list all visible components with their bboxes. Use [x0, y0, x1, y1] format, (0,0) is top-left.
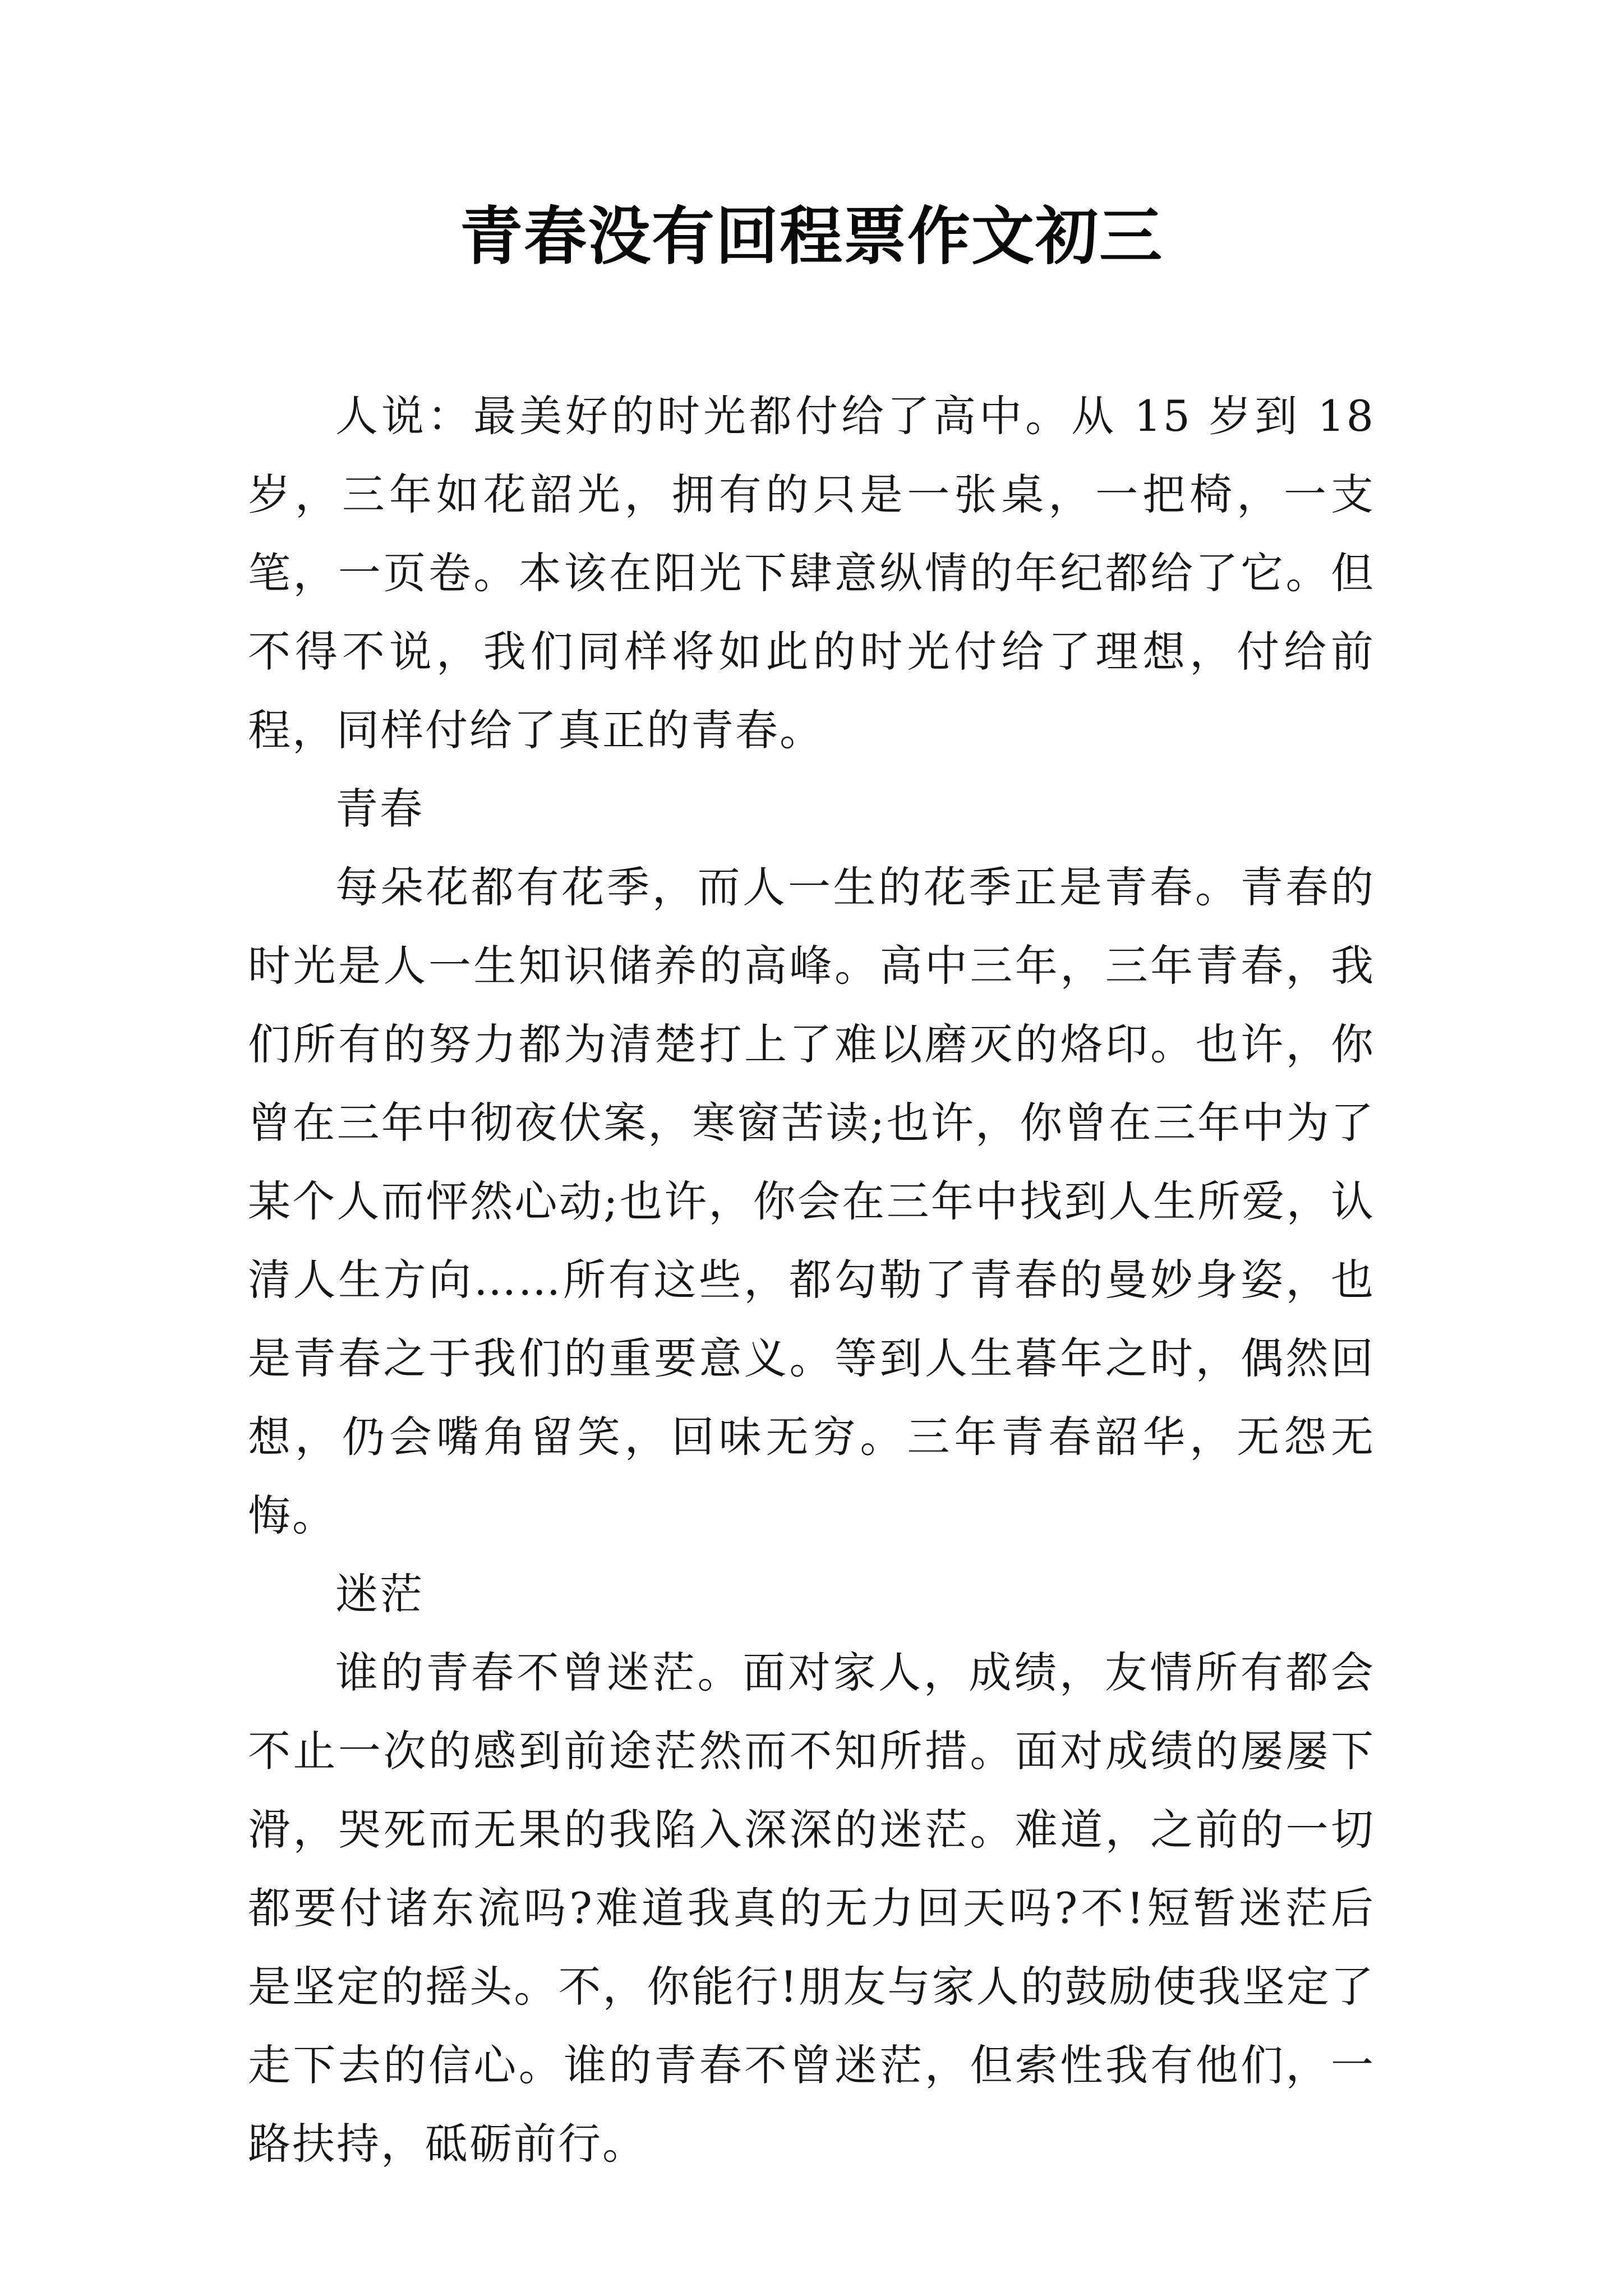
paragraph-youth: 每朵花都有花季，而人一生的花季正是青春。青春的时光是人一生知识储养的高峰。高中三年，三年青春，我们所有的努力都为清楚打上了难以磨灭的烙印。也许，你曾在三年中彻夜伏案，寒窗苦读;也许，你曾在三年中为了某个人而怦然心动;也许，你会在三年中找到人生所爱，认清人生方向……所有这些，都勾勒了青春的曼妙身姿，也是青春之于我们的重要意义。等到人生暮年之时，偶然回想，仍会嘴角留笑，回味无穷。三年青春韶华，无怨无悔。	[248, 862, 1375, 1540]
section-heading-youth: 青春	[335, 784, 424, 834]
document-title: 青春没有回程票作文初三	[460, 200, 1163, 273]
section-heading-confusion: 迷茫	[335, 1569, 424, 1619]
document-body	[248, 377, 1375, 2183]
paragraph-intro: 人说：最美好的时光都付给了高中。从 15 岁到 18 岁，三年如花韶光，拥有的只是一张桌，一把椅，一支笔，一页卷。本该在阳光下肆意纵情的年纪都给了它。但不得不说，我们同样将如此的时光付给了理想，付给前程，同样付给了真正的青春。	[248, 391, 1375, 755]
paragraph-confusion: 谁的青春不曾迷茫。面对家人，成绩，友情所有都会不止一次的感到前途茫然而不知所措。面对成绩的屡屡下滑，哭死而无果的我陷入深深的迷茫。难道，之前的一切都要付诸东流吗?难道我真的无力回天吗?不!短暂迷茫后是坚定的摇头。不，你能行!朋友与家人的鼓励使我坚定了走下去的信心。谁的青春不曾迷茫，但索性我有他们，一路扶持，砥砺前行。	[248, 1648, 1375, 2169]
